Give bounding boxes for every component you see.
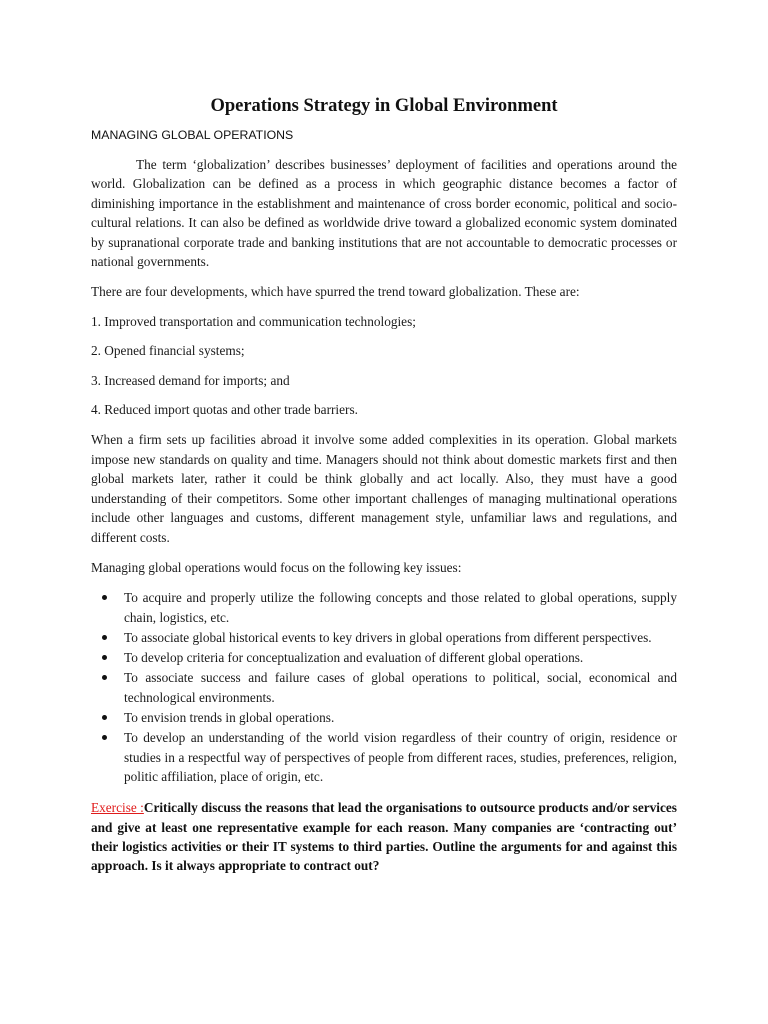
list-item-text: To develop an understanding of the world vision regardless of their country of origin, residence or studies in a respectful way of perspectives of people from different races, studies, preferences, religion, politic affiliation, place of origin, etc. (124, 729, 677, 785)
exercise-text: Critically discuss the reasons that lead the organisations to outsource products and/or services and give at least one representative example for each reason. Many companies are ‘contracting out’ their logistics activities or their IT systems to third parties. Outline the arguments for and against this approach. Is it always appropriate to contract out? (91, 800, 677, 873)
development-item: 3. Increased demand for imports; and (91, 372, 290, 388)
list-item-text: To develop criteria for conceptualization and evaluation of different global operations. (124, 650, 584, 666)
list-item (91, 668, 677, 708)
bullet-icon (102, 675, 107, 680)
list-item (91, 628, 677, 648)
key-issues-list (91, 588, 677, 787)
bullet-icon (102, 595, 107, 600)
bullet-icon (102, 655, 107, 660)
development-item: 4. Reduced import quotas and other trade barriers. (91, 402, 358, 418)
exercise-paragraph (91, 798, 677, 875)
list-item-text: To acquire and properly utilize the following concepts and those related to global operations, supply chain, logistics, etc. (124, 590, 677, 626)
intro-paragraph: The term ‘globalization’ describes businesses’ deployment of facilities and operations around the world. Globalization can be defined as a process in which geographic distance becomes a factor of diminishing importance in the establishment and maintenance of cross border economic, political and socio-cultural relations. It can also be defined as worldwide drive toward a globalized economic system dominated by supranational corporate trade and banking institutions that are not accountable to democratic processes or national governments. (91, 157, 677, 270)
developments-intro: There are four developments, which have spurred the trend toward globalization. These are: (91, 284, 580, 300)
challenges-paragraph: When a firm sets up facilities abroad it involve some added complexities in its operation. Global markets impose new standards on quality and time. Managers should not think about domestic markets first and then global markets later, rather it could be think globally and act locally. Also, they must have a good understanding of their competitors. Some other important challenges of managing multinational operations include other languages and customs, different management style, unfamiliar laws and regulations, and different costs. (91, 432, 677, 545)
list-item-text: To envision trends in global operations. (124, 709, 335, 725)
section-heading: MANAGING GLOBAL OPERATIONS (91, 128, 294, 142)
list-item (91, 588, 677, 628)
list-item-text: To associate global historical events to key drivers in global operations from different perspectives. (124, 630, 652, 646)
development-item: 2. Opened financial systems; (91, 343, 245, 359)
list-item (91, 648, 677, 668)
exercise-label: Exercise : (91, 800, 144, 816)
page-title: Operations Strategy in Global Environment (210, 96, 558, 116)
development-item: 1. Improved transportation and communication technologies; (91, 313, 416, 329)
key-issues-intro: Managing global operations would focus on the following key issues: (91, 559, 462, 575)
list-item (91, 728, 677, 788)
list-item (91, 708, 677, 728)
list-item-text: To associate success and failure cases of global operations to political, social, economical and technological environments. (124, 669, 677, 705)
document-body (91, 94, 677, 875)
bullet-icon (102, 735, 107, 740)
bullet-icon (102, 635, 107, 640)
bullet-icon (102, 715, 107, 720)
